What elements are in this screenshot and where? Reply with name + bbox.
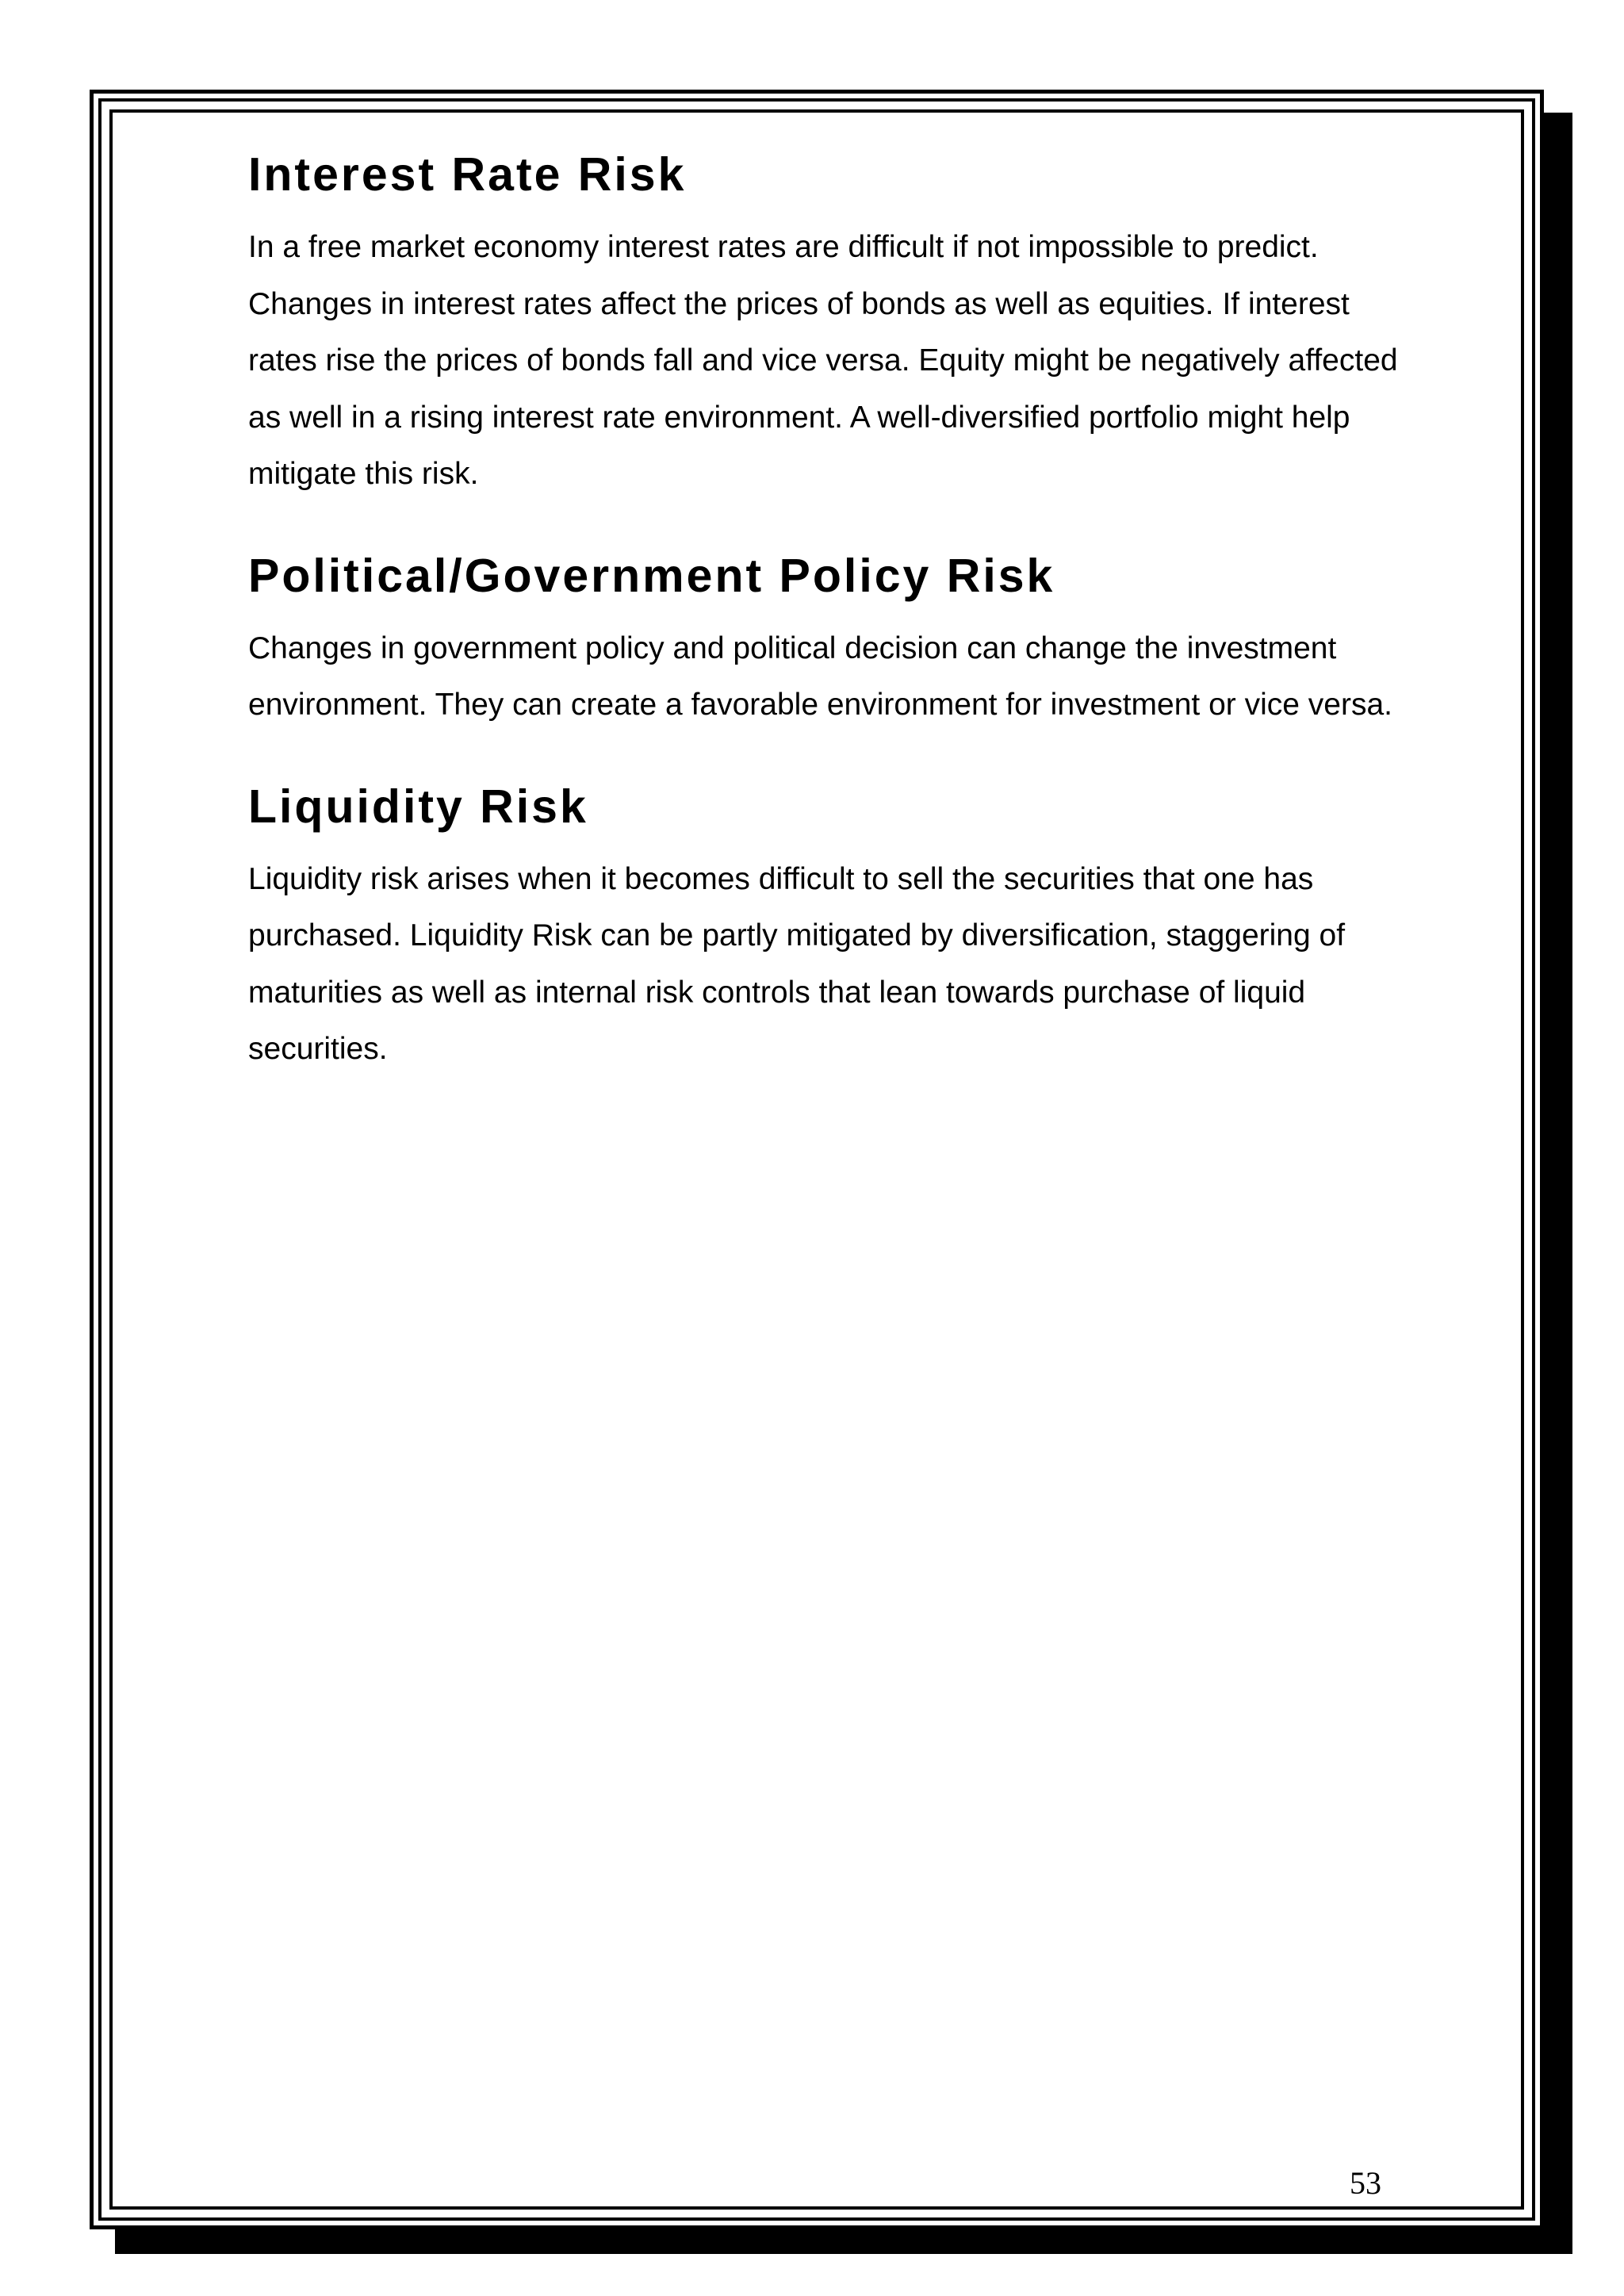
page-content [248,143,1406,1078]
section-political-government-policy-risk [248,544,1406,734]
section-heading: Liquidity Risk [248,780,588,833]
page-number: 53 [1350,2165,1381,2201]
section-heading: Interest Rate Risk [248,148,687,201]
section-paragraph: In a free market economy interest rates are difficult if not impossible to predict. Changes in interest rates affect the prices of bonds as well as equities. If interest rates rise the prices of bonds fall and vice versa. Equity might be negatively affected as well in a rising interest rate environment. A well-diversified portfolio might help mitigate this risk. [248,230,1398,491]
section-paragraph: Changes in government policy and political decision can change the investment environment. They can create a favorable environment for investment or vice versa. [248,631,1392,722]
section-interest-rate-risk [248,143,1406,503]
section-liquidity-risk [248,775,1406,1078]
section-heading: Political/Government Policy Risk [248,549,1055,602]
section-paragraph: Liquidity risk arises when it becomes difficult to sell the securities that one has purchased. Liquidity Risk can be partly mitigated by diversification, staggering of maturities as well as internal risk controls that lean towards purchase of liquid securities. [248,861,1346,1066]
